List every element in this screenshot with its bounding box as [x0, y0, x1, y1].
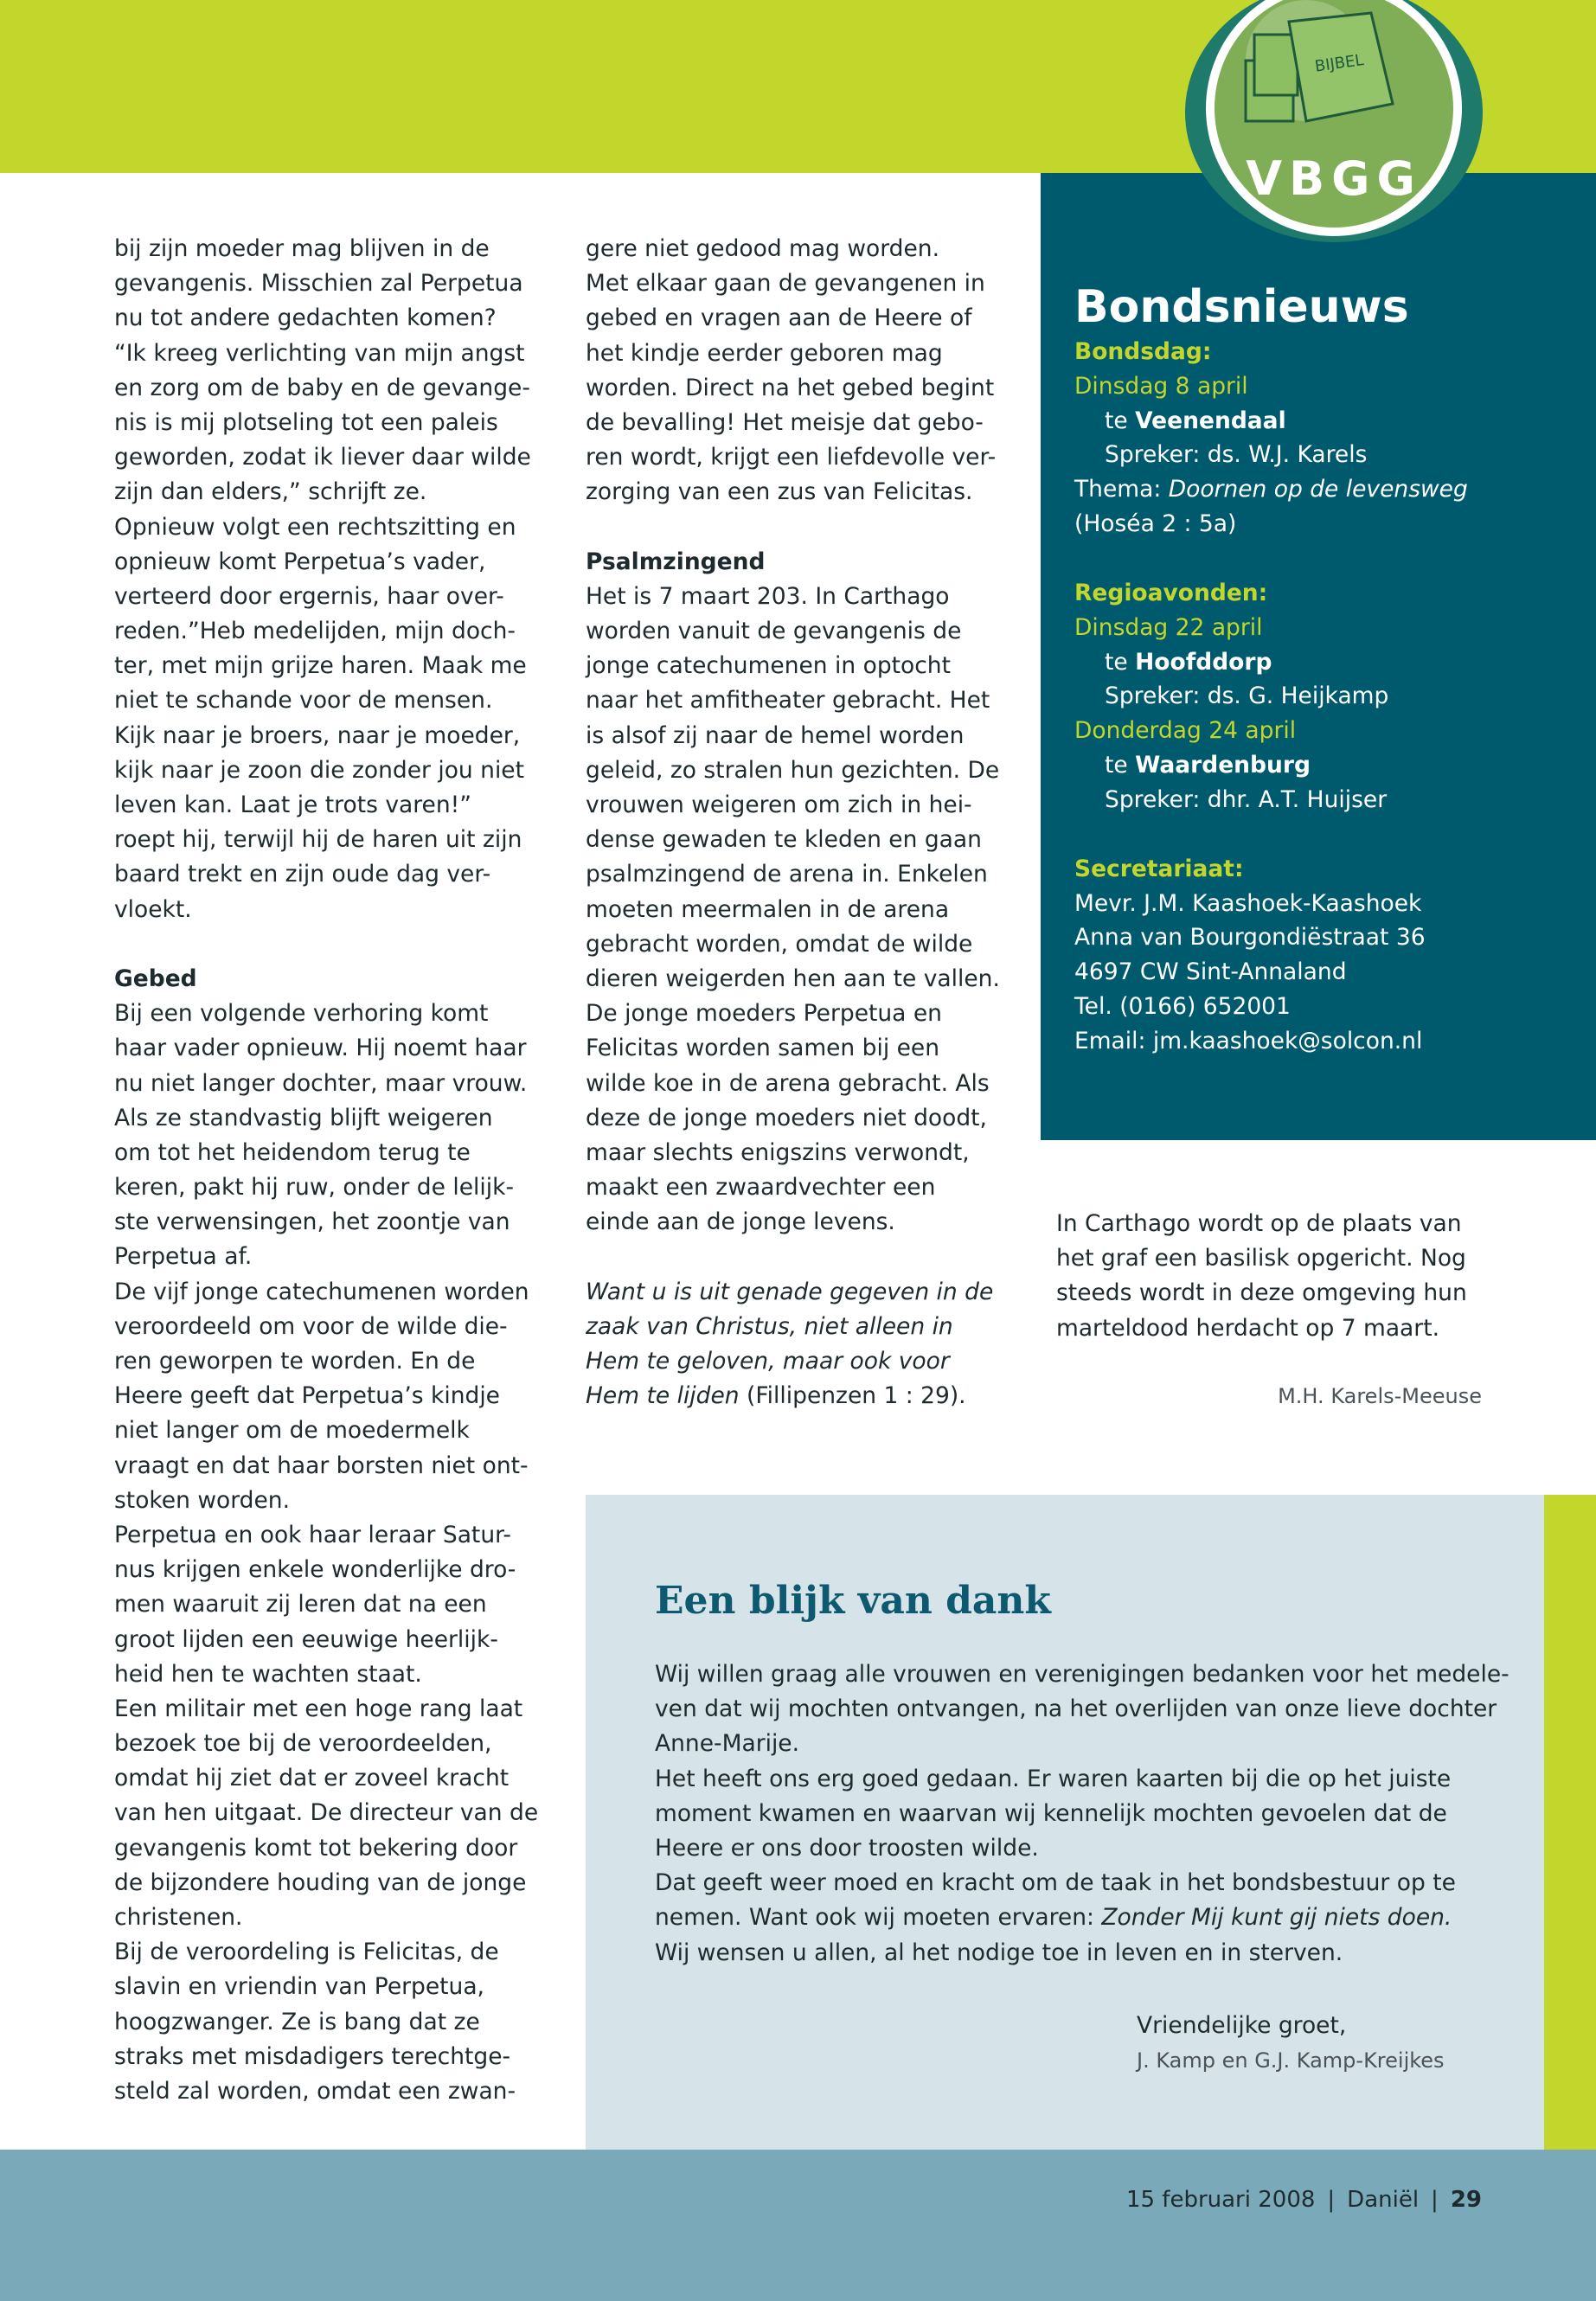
thema-title: Doornen op de levensweg: [1168, 476, 1468, 503]
text-line: om tot het heidendom terug te: [114, 1138, 471, 1166]
text-segment: zaak van Christus, niet alleen in: [586, 1312, 953, 1340]
text-line: het kindje eerder geboren mag: [586, 339, 943, 367]
text-line: niet langer om de moedermelk: [114, 1417, 470, 1445]
text-line: nu niet langer dochter, maar vrouw.: [114, 1069, 528, 1097]
text-line: het graf een basilisk opgericht. Nog: [1056, 1245, 1466, 1272]
magazine-name: Daniël: [1347, 2187, 1420, 2213]
separator: |: [1327, 2187, 1336, 2213]
text-line: psalmzingend de arena in. Enkelen: [586, 861, 988, 888]
text-line: ren wordt, krijgt een liefdevolle ver-: [586, 444, 997, 471]
text-line: nus krijgen enkele wonderlijke dro-: [114, 1556, 516, 1584]
greeting: Vriendelijke groet,: [1137, 2012, 1347, 2039]
text-line: Felicitas worden samen bij een: [586, 1035, 940, 1062]
text-line: [114, 962, 538, 997]
text-line: de bijzondere houding van de jonge: [114, 1868, 527, 1896]
text-line: gere niet gedood mag worden.: [586, 235, 940, 262]
text-line: groot lijden een eeuwige heerlijk-: [114, 1625, 498, 1653]
place: Veenendaal: [1135, 407, 1286, 434]
text-segment: (Fillipenzen 1 : 29).: [739, 1382, 966, 1410]
text-line: [586, 1379, 1000, 1413]
place: Hoofddorp: [1135, 648, 1272, 676]
article-author: M.H. Karels-Meeuse: [1278, 1384, 1482, 1408]
thema-label: Thema:: [1074, 476, 1169, 503]
text-line: [655, 1900, 1509, 1935]
text-line: zorging van een zus van Felicitas.: [586, 478, 973, 506]
bondsnieuws-title: Bondsnieuws: [1074, 281, 1409, 333]
text-line: reden.”Heb medelijden, mijn doch-: [114, 618, 516, 645]
text-line: vloekt.: [114, 895, 192, 923]
text-line: Bij een volgende verhoring komt: [114, 1000, 489, 1028]
text-line: moment kwamen en waarvan wij kennelijk mochten gevoelen dat de: [655, 1799, 1447, 1827]
text-line: haar vader opnieuw. Hij noemt haar: [114, 1035, 527, 1062]
regio-location: [1074, 748, 1468, 783]
text-line: nu tot andere gedachten komen?: [114, 304, 497, 332]
text-line: bij zijn moeder mag blijven in de: [114, 235, 490, 262]
text-line: Wij wensen u allen, al het nodige toe in leven en in sterven.: [655, 1939, 1343, 1966]
text-line: De vijf jonge catechumenen worden: [114, 1278, 529, 1305]
text-line: de bevalling! Het meisje dat gebo-: [586, 408, 984, 436]
text-line: dieren weigerden hen aan te vallen.: [586, 965, 1000, 992]
text-line: wilde koe in de arena gebracht. Als: [586, 1069, 990, 1097]
secretariaat-street: Anna van Bourgondiëstraat 36: [1074, 924, 1426, 952]
section-heading: Psalmzingend: [586, 548, 766, 575]
greeting-names: J. Kamp en G.J. Kamp-Kreijkes: [1137, 2048, 1445, 2073]
text-line: slavin en vriendin van Perpetua,: [114, 1973, 484, 2001]
text-line: kijk naar je zoon die zonder jou niet: [114, 756, 524, 784]
text-line: De jonge moeders Perpetua en: [586, 1000, 942, 1028]
text-line: ste verwensingen, het zoontje van: [114, 1208, 510, 1236]
text-line: [586, 1310, 1000, 1344]
te-label: te: [1105, 648, 1136, 676]
text-line: In Carthago wordt op de plaats van: [1056, 1210, 1462, 1237]
text-line: Als ze standvastig blijft weigeren: [114, 1104, 493, 1131]
te-label: te: [1105, 751, 1136, 779]
text-segment: Zonder Mij kunt gij niets doen.: [1101, 1904, 1452, 1932]
regio-speaker: Spreker: dhr. A.T. Huijser: [1105, 785, 1388, 813]
section-heading: Gebed: [114, 965, 197, 992]
text-line: Met elkaar gaan de gevangenen in: [586, 270, 985, 298]
text-line: Bij de veroordeling is Felicitas, de: [114, 1939, 499, 1966]
text-line: maar slechts enigszins verwondt,: [586, 1138, 970, 1166]
text-line: Heere geeft dat Perpetua’s kindje: [114, 1382, 500, 1410]
text-line: keren, pakt hij ruw, onder de lelijk-: [114, 1174, 515, 1202]
secretariaat-phone: Tel. (0166) 652001: [1074, 992, 1291, 1020]
text-line: [586, 1275, 1000, 1310]
text-segment: Hem te lijden: [586, 1382, 740, 1410]
text-line: Anne-Marije.: [655, 1730, 800, 1758]
text-line: ven dat wij mochten ontvangen, na het overlijden van onze lieve dochter: [655, 1695, 1497, 1723]
text-line: verteerd door ergernis, haar over-: [114, 582, 504, 610]
text-line: steld zal worden, omdat een zwan-: [114, 2077, 516, 2105]
text-line: [586, 510, 1000, 545]
text-line: marteldood herdacht op 7 maart.: [1056, 1314, 1440, 1342]
text-line: moeten meermalen in de arena: [586, 895, 950, 923]
footer-text: [1126, 2187, 1482, 2213]
text-line: roept hij, terwijl hij de haren uit zijn: [114, 826, 522, 854]
text-line: men waaruit zij leren dat na een: [114, 1591, 487, 1618]
dank-panel: [586, 1495, 1544, 2150]
text-line: bezoek toe bij de veroordeelden,: [114, 1730, 492, 1758]
regio-speaker: Spreker: ds. G. Heijkamp: [1105, 683, 1389, 710]
page-number: 29: [1450, 2187, 1482, 2213]
vbgg-logo: [1185, 0, 1484, 268]
bondsnieuws-content: [1074, 281, 1468, 1059]
regio-label: Regioavonden:: [1074, 579, 1268, 606]
text-line: [586, 545, 1000, 580]
text-line: niet te schande voor de mensen.: [114, 687, 493, 715]
text-line: heid hen te wachten staat.: [114, 1660, 422, 1688]
dank-title: Een blijk van dank: [655, 1579, 1051, 1623]
text-line: opnieuw komt Perpetua’s vader,: [114, 548, 486, 575]
text-line: zijn dan elders,” schrijft ze.: [114, 478, 427, 506]
text-line: gevangenis. Misschien zal Perpetua: [114, 270, 523, 298]
text-line: gebracht worden, omdat de wilde: [586, 930, 973, 958]
text-line: baard trekt en zijn oude dag ver-: [114, 861, 491, 888]
text-line: Een militair met een hoge rang laat: [114, 1695, 523, 1722]
text-line: van hen uitgaat. De directeur van de: [114, 1799, 539, 1827]
text-line: [586, 1240, 1000, 1274]
text-line: nis is mij plotseling tot een paleis: [114, 408, 498, 436]
bondsdag-speaker: Spreker: ds. W.J. Karels: [1105, 441, 1368, 469]
te-label: te: [1105, 407, 1136, 434]
article-column-2: [586, 232, 1000, 1413]
separator: |: [1431, 2187, 1439, 2213]
text-line: [114, 927, 538, 962]
text-line: stoken worden.: [114, 1486, 290, 1514]
text-line: Het is 7 maart 203. In Carthago: [586, 582, 950, 610]
text-line: vrouwen weigeren om zich in hei-: [586, 792, 972, 818]
text-line: einde aan de jonge levens.: [586, 1208, 895, 1236]
text-line: worden vanuit de gevangenis de: [586, 618, 962, 645]
text-line: Dat geeft weer moed en kracht om de taak in het bondsbestuur op te: [655, 1869, 1456, 1897]
thema-reference: (Hoséa 2 : 5a): [1074, 510, 1237, 537]
text-line: dense gewaden te kleden en gaan: [586, 826, 982, 854]
dank-body: [655, 1657, 1509, 1971]
text-line: [586, 1344, 1000, 1379]
text-line: Kijk naar je broers, naar je moeder,: [114, 721, 521, 749]
regio-location: [1074, 645, 1468, 680]
text-line: Wij willen graag alle vrouwen en verenigingen bedanken voor het medele-: [655, 1661, 1509, 1688]
text-line: steeds wordt in deze omgeving hun: [1056, 1279, 1467, 1307]
text-line: worden. Direct na het gebed begint: [586, 374, 995, 401]
text-line: maakt een zwaardvechter een: [586, 1174, 936, 1202]
text-line: christenen.: [114, 1904, 243, 1931]
text-line: Het heeft ons erg goed gedaan. Er waren kaarten bij die op het juiste: [655, 1765, 1452, 1792]
secretariaat-email[interactable]: Email: jm.kaashoek@solcon.nl: [1074, 1027, 1423, 1054]
accent-strip: [1544, 1495, 1596, 2150]
logo-text: VBGG: [1246, 151, 1422, 206]
text-line: vraagt en dat haar borsten niet ont-: [114, 1452, 529, 1479]
text-line: naar het amfitheater gebracht. Het: [586, 687, 990, 715]
text-line: “Ik kreeg verlichting van mijn angst: [114, 339, 525, 367]
text-line: leven kan. Laat je trots varen!”: [114, 792, 472, 818]
text-line: deze de jonge moeders niet doodt,: [586, 1104, 987, 1131]
article-column-1: [114, 232, 538, 2109]
text-line: straks met misdadigers terechtge-: [114, 2042, 511, 2070]
bible-label: BIJBEL: [1313, 50, 1365, 76]
secretariaat-city: 4697 CW Sint-Annaland: [1074, 958, 1347, 986]
text-line: geworden, zodat ik liever daar wilde: [114, 444, 531, 471]
page-footer: [0, 2150, 1596, 2301]
place: Waardenburg: [1135, 751, 1311, 779]
text-line: veroordeeld om voor de wilde die-: [114, 1312, 508, 1340]
thema: [1074, 472, 1468, 507]
secretariaat-name: Mevr. J.M. Kaashoek-Kaashoek: [1074, 889, 1422, 917]
text-line: Perpetua en ook haar leraar Satur-: [114, 1521, 511, 1548]
dank-greeting: [1137, 2009, 1445, 2078]
text-segment: nemen. Want ook wij moeten ervaren:: [655, 1904, 1102, 1932]
text-line: hoogzwanger. Ze is bang dat ze: [114, 2008, 480, 2035]
text-line: Heere er ons door troosten wilde.: [655, 1834, 1039, 1862]
text-segment: Want u is uit genade gegeven in de: [586, 1278, 994, 1305]
text-line: jonge catechumenen in optocht: [586, 652, 951, 680]
text-line: Perpetua af.: [114, 1243, 253, 1271]
regio-date: Dinsdag 22 april: [1074, 613, 1263, 641]
text-line: is alsof zij naar de hemel worden: [586, 721, 965, 749]
text-segment: Hem te geloven, maar ook voor: [586, 1348, 950, 1375]
text-line: en zorg om de baby en de gevange-: [114, 374, 530, 401]
text-line: Opnieuw volgt een rechtszitting en: [114, 513, 516, 541]
bondsdag-date: Dinsdag 8 april: [1074, 372, 1248, 400]
article-column-3: [1056, 1207, 1467, 1346]
text-line: geleid, zo stralen hun gezichten. De: [586, 756, 1000, 784]
secretariaat-label: Secretariaat:: [1074, 855, 1244, 882]
issue-date: 15 februari 2008: [1125, 2187, 1316, 2213]
bondsdag-location: [1074, 404, 1468, 439]
text-line: gevangenis komt tot bekering door: [114, 1834, 518, 1862]
bondsdag-label: Bondsdag:: [1074, 338, 1212, 365]
text-line: omdat hij ziet dat er zoveel kracht: [114, 1765, 510, 1792]
text-line: ren geworpen te worden. En de: [114, 1348, 476, 1375]
text-line: gebed en vragen aan de Heere of: [586, 304, 972, 332]
text-line: ter, met mijn grijze haren. Maak me: [114, 652, 527, 680]
regio-date: Donderdag 24 april: [1074, 717, 1297, 745]
